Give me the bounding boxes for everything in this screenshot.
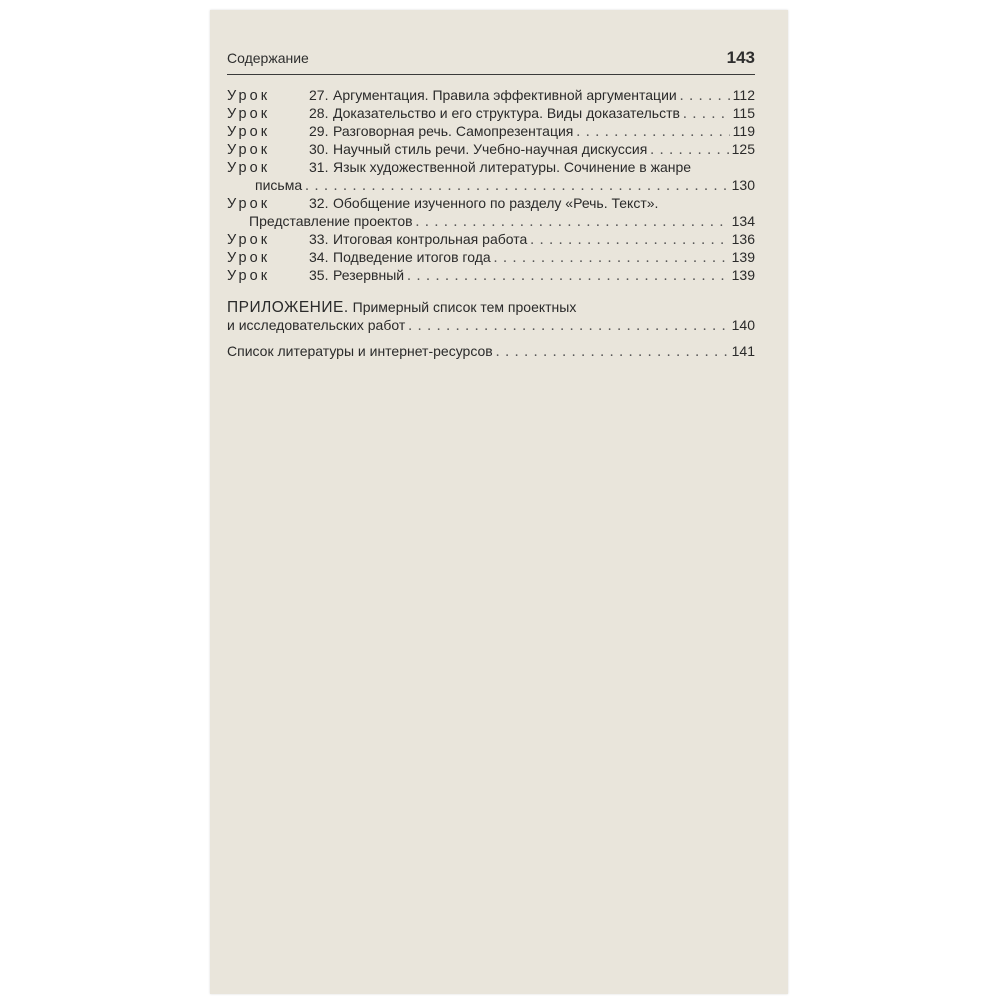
toc-entry-number: 31.: [309, 159, 329, 175]
toc-entry-number: 35.: [309, 267, 329, 283]
toc-entry-title: Резервный: [333, 267, 405, 283]
toc-entry-title-continued: и исследовательских работ: [227, 317, 406, 333]
toc-entry-page: 140: [731, 317, 755, 333]
leader-dots: [407, 267, 729, 285]
toc-entry-page: 136: [731, 231, 755, 247]
toc-entry-title-continued: Представление проектов: [249, 213, 413, 229]
table-of-contents: [227, 86, 755, 360]
toc-entry-title: Примерный список тем проектных: [352, 299, 577, 315]
toc-entry-title: Подведение итогов года: [333, 249, 491, 265]
toc-entry-lesson-32: [227, 194, 755, 212]
toc-entry-lesson-29: [227, 122, 755, 140]
leader-dots: [496, 343, 729, 361]
toc-entry-title: Список литературы и интернет-ресурсов: [227, 343, 493, 359]
toc-entry-number: 32.: [309, 195, 329, 211]
toc-entry-lesson-31: [227, 158, 755, 176]
toc-entry-number: 27.: [309, 87, 329, 103]
toc-entry-prefix: Урок: [227, 124, 271, 140]
toc-entry-page: 139: [731, 249, 755, 265]
header-title: Содержание: [227, 50, 309, 66]
leader-dots: [576, 123, 729, 141]
toc-entry-prefix: Урок: [227, 106, 271, 122]
toc-entry-lesson-27: [227, 86, 755, 104]
leader-dots: [530, 231, 728, 249]
toc-entry-prefix: Урок: [227, 268, 271, 284]
toc-entry-page: 125: [731, 141, 755, 157]
toc-entry-title-continued: письма: [255, 177, 303, 193]
leader-dots: [494, 249, 729, 267]
toc-entry-title: Итоговая контрольная работа: [333, 231, 528, 247]
toc-entry-title: Обобщение изученного по разделу «Речь. Текст».: [333, 195, 659, 211]
toc-entry-prefix: Урок: [227, 232, 271, 248]
toc-entry-appendix-continued: [227, 316, 755, 334]
toc-entry-literature: [227, 342, 755, 360]
section-spacer: [227, 334, 755, 342]
toc-entry-lesson-32-continued: [227, 212, 755, 230]
appendix-title: ПРИЛОЖЕНИЕ.: [227, 299, 349, 316]
section-spacer: [227, 284, 755, 298]
toc-entry-lesson-33: [227, 230, 755, 248]
toc-entry-page: 115: [732, 105, 755, 121]
toc-entry-appendix: [227, 298, 755, 316]
toc-entry-title: Научный стиль речи. Учебно-научная дискуссия: [333, 141, 648, 157]
leader-dots: [416, 213, 729, 231]
toc-entry-number: 30.: [309, 141, 329, 157]
leader-dots: [650, 141, 728, 159]
toc-entry-prefix: Урок: [227, 250, 271, 266]
toc-entry-page: 112: [732, 87, 755, 103]
running-header: [227, 50, 755, 75]
leader-dots: [683, 105, 730, 123]
toc-entry-title: Аргументация. Правила эффективной аргументации: [333, 87, 677, 103]
toc-entry-lesson-30: [227, 140, 755, 158]
toc-entry-prefix: Урок: [227, 88, 271, 104]
toc-entry-number: 34.: [309, 249, 329, 265]
toc-entry-page: 119: [732, 123, 755, 139]
toc-entry-lesson-35: [227, 266, 755, 284]
toc-entry-lesson-28: [227, 104, 755, 122]
toc-entry-page: 139: [731, 267, 755, 283]
toc-entry-number: 28.: [309, 105, 329, 121]
header-page-number: 143: [726, 48, 755, 67]
leader-dots: [680, 87, 730, 105]
toc-entry-number: 33.: [309, 231, 329, 247]
toc-entry-page: 130: [731, 177, 755, 193]
leader-dots: [305, 177, 729, 195]
toc-entry-prefix: Урок: [227, 160, 271, 176]
toc-entry-title: Язык художественной литературы. Сочинение в жанре: [333, 159, 692, 175]
toc-entry-number: 29.: [309, 123, 329, 139]
toc-entry-lesson-31-continued: [227, 176, 755, 194]
toc-entry-prefix: Урок: [227, 196, 271, 212]
leader-dots: [408, 317, 728, 335]
toc-entry-prefix: Урок: [227, 142, 271, 158]
toc-entry-title: Разговорная речь. Самопрезентация: [333, 123, 574, 139]
toc-entry-title: Доказательство и его структура. Виды доказательств: [333, 105, 680, 121]
toc-entry-page: 141: [731, 343, 755, 359]
toc-entry-page: 134: [731, 213, 755, 229]
toc-entry-lesson-34: [227, 248, 755, 266]
